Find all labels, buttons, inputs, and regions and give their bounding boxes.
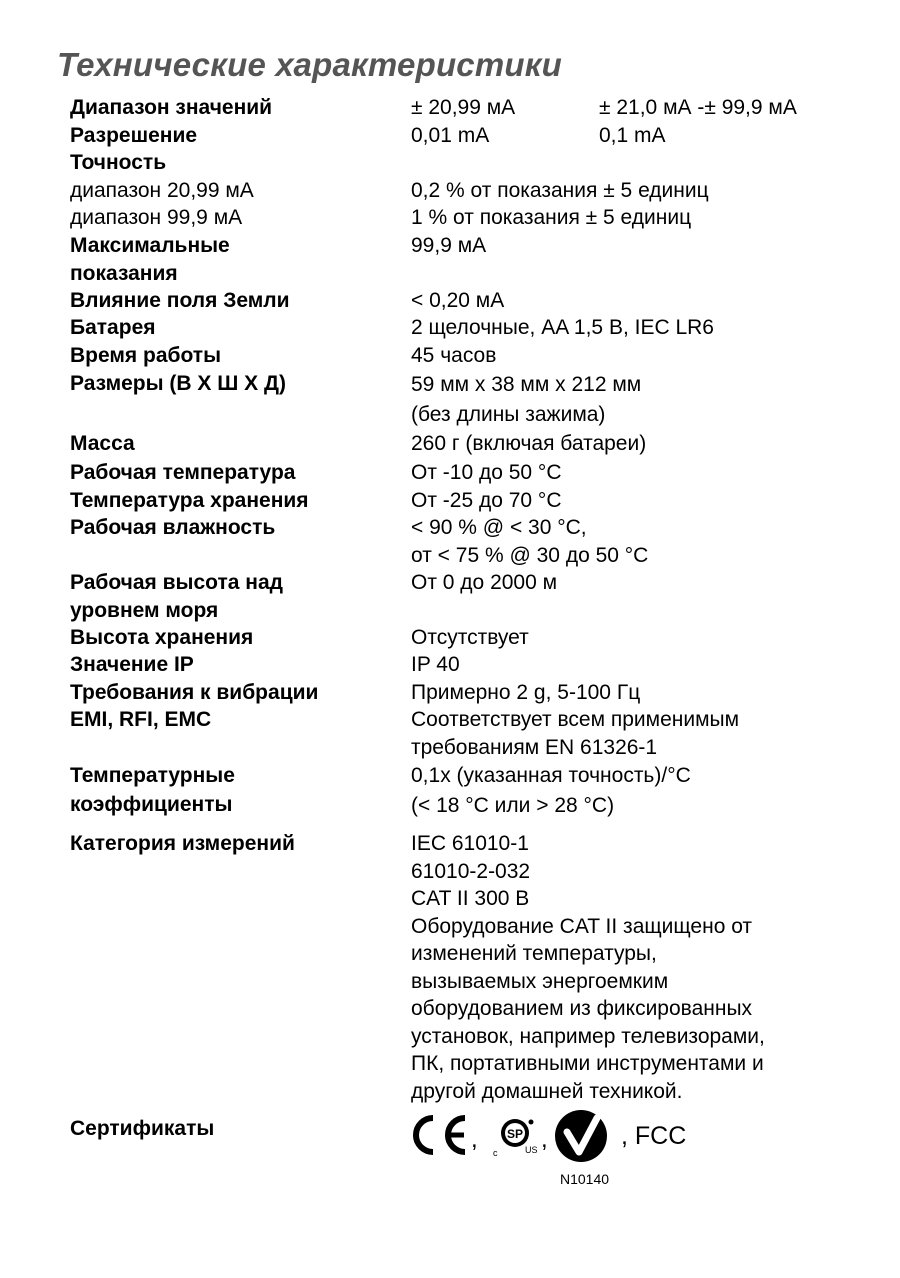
separator: , (471, 1126, 478, 1153)
spec-value-2: ± 21,0 мА -± 99,9 мА (599, 96, 797, 119)
page-title: Технические характеристики (57, 46, 563, 83)
spec-label: Время работы (70, 344, 222, 367)
spec-label: Точность (70, 151, 167, 174)
spec-value-line: ПК, портативными инструментами и (411, 1052, 764, 1075)
csa-mark-us: US (525, 1145, 538, 1155)
spec-label: Сертификаты (70, 1117, 215, 1140)
spec-label: Требования к вибрации (70, 681, 319, 704)
spec-label: Рабочая высота над (70, 571, 283, 594)
spec-value-line: установок, например телевизорами, (411, 1024, 765, 1048)
spec-value: От -25 до 70 °C (411, 489, 562, 512)
spec-label: Рабочая влажность (70, 516, 276, 539)
spec-value-line: другой домашней техникой. (411, 1079, 683, 1103)
spec-value-2: 0,1 mA (599, 124, 666, 147)
spec-value: ± 20,99 мА (411, 96, 516, 119)
csa-mark-c: c (493, 1148, 498, 1158)
spec-label: Влияние поля Земли (70, 289, 290, 312)
spec-label: Рабочая температура (70, 461, 296, 484)
spec-value: < 90 % @ < 30 °C, (411, 516, 587, 539)
spec-value: 59 мм x 38 мм x 212 мм (411, 373, 642, 396)
csa-mark-icon (487, 1113, 543, 1161)
fcc-mark: , FCC (621, 1122, 687, 1150)
spec-value: 260 г (включая батареи) (411, 432, 647, 455)
spec-label: Температура хранения (70, 489, 309, 512)
spec-label: диапазон 99,9 мА (70, 206, 243, 229)
spec-label-cont: коэффициенты (70, 793, 233, 816)
spec-label: Размеры (В Х Ш Х Д) (70, 372, 286, 395)
spec-label: Значение IP (70, 653, 194, 676)
spec-value: 0,2 % от показания ± 5 единиц (411, 179, 709, 202)
spec-value-2: требованиям EN 61326-1 (411, 735, 658, 759)
c-tick-mark-icon (553, 1108, 609, 1164)
spec-value-line: Оборудование CAT II защищено от (411, 914, 753, 938)
spec-label: Температурные (70, 764, 235, 787)
spec-value-line: CAT II 300 В (411, 887, 530, 910)
spec-value: Соответствует всем применимым (411, 708, 740, 731)
spec-value: Отсутствует (411, 626, 529, 649)
spec-value-2: (без длины зажима) (411, 403, 606, 426)
spec-label: Разрешение (70, 124, 198, 147)
spec-value: 0,1x (указанная точность)/°C (411, 764, 691, 787)
spec-label-cont: показания (70, 261, 178, 285)
spec-value: < 0,20 мА (411, 289, 505, 312)
spec-value: 1 % от показания ± 5 единиц (411, 206, 692, 229)
spec-label: Батарея (70, 316, 156, 339)
spec-label: Масса (70, 432, 135, 455)
spec-label-cont: уровнем моря (70, 598, 219, 622)
spec-label: диапазон 20,99 мА (70, 179, 254, 202)
ce-mark-icon (409, 1113, 471, 1157)
spec-value-line: 61010-2-032 (411, 859, 531, 883)
spec-value: 2 щелочные, AA 1,5 В, IEC LR6 (411, 316, 714, 339)
csa-mark-text: SP (506, 1127, 524, 1141)
spec-value: От 0 до 2000 м (411, 571, 558, 594)
spec-value-line: вызываемых энергоемким (411, 969, 669, 993)
spec-label: Высота хранения (70, 626, 254, 649)
spec-value: От -10 до 50 °C (411, 461, 562, 484)
spec-value-line: изменений температуры, (411, 942, 657, 965)
separator: , (541, 1126, 548, 1153)
spec-value: 0,01 mA (411, 124, 490, 147)
spec-label: Категория измерений (70, 832, 295, 855)
spec-label: Максимальные (70, 234, 230, 257)
spec-value: Примерно 2 g, 5-100 Гц (411, 681, 641, 704)
spec-value-2: от < 75 % @ 30 до 50 °C (411, 543, 649, 567)
spec-value: 99,9 мА (411, 234, 487, 257)
spec-label: Диапазон значений (70, 96, 273, 119)
certificate-marks (409, 1108, 709, 1168)
spec-value: 45 часов (411, 344, 497, 367)
spec-value-line: IEC 61010-1 (411, 832, 529, 855)
figure-code: N10140 (560, 1171, 610, 1187)
spec-label: EMI, RFI, EMC (70, 708, 212, 731)
spec-value-2: (< 18 °C или > 28 °C) (411, 794, 615, 817)
spec-value: IP 40 (411, 653, 460, 676)
spec-value-line: оборудованием из фиксированных (411, 997, 753, 1020)
